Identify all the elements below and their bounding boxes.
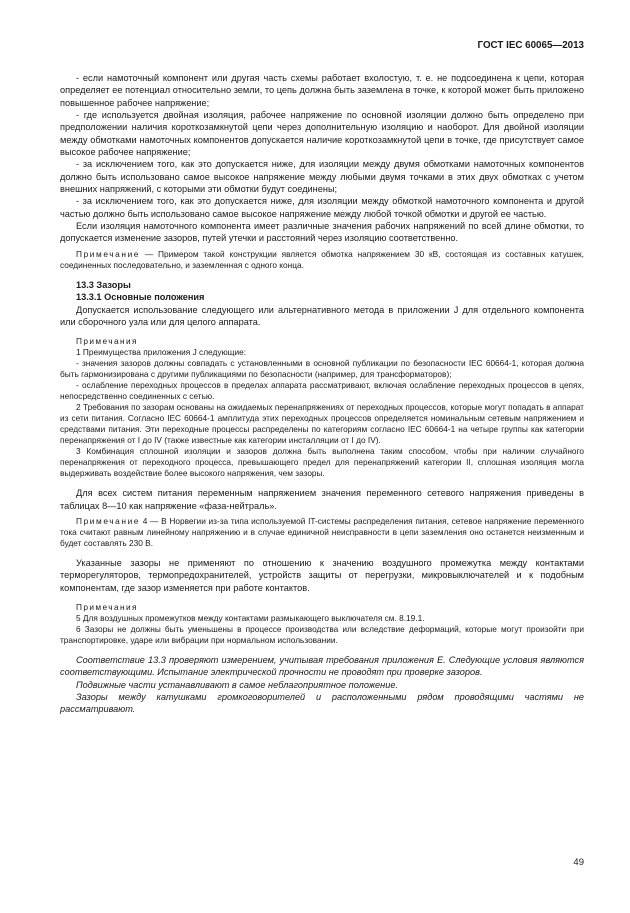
paragraph: Допускается использование следующего или альтернативного метода в приложении J для отдельного компонента или сборочного узла или для целого аппарата. — [60, 304, 584, 327]
notes-heading: Примечания — [76, 601, 138, 612]
compliance-paragraph: Подвижные части устанавливают в самое неблагоприятное положение. — [76, 679, 398, 690]
compliance-paragraph: Соответствие 13.3 проверяют измерением, учитывая требования приложения Е. Следующие условия являются соответствующими. Испытание электрической прочности не проводят при проверке зазоров. — [60, 654, 584, 678]
note-label: Примечание — [76, 515, 141, 526]
note: 1 Преимущества приложения J следующие: — [76, 347, 247, 358]
paragraph: - где используется двойная изоляция, рабочее напряжение по основной изоляции должно быть определено при предположении наличия короткозамкнутой цепи через дополнительную изоляцию и наоборот. Для двойной изоляции между обмотками намоточных компонентов допускается наличие короткозамкнутой цепи в точке, где присутствует самое высокое рабочее напряжение; — [60, 110, 584, 158]
paragraph: - если намоточный компонент или другая часть схемы работает вхолостую, т. е. не подсоединена к цепи, которая определяет ее потенциал относительно земли, то цепь должна быть заземлена в точке, к которой может быть приложено повышенное рабочее напряжение; — [60, 73, 584, 108]
paragraph: Указанные зазоры не применяют по отношению к значению воздушного промежутка между контактами терморегуляторов, термопредохранителей, устройств защиты от перегрузки, микровыключателей и к подобным компонентам, где зазор изменяется при работе контактов. — [60, 557, 584, 593]
paragraph: Для всех систем питания переменным напряжением значения переменного сетевого напряжения приведены в таблицах 8—10 как напряжение «фаза-нейтраль». — [60, 488, 584, 511]
note — [60, 249, 584, 271]
subsection-heading: 13.3.1 Основные положения — [76, 292, 205, 303]
note-text: 4 — В Норвегии из-за типа используемой IT-системы распределения питания, сетевое напряжение переменного тока считают равным линейному напряжению и в случае единичной неисправности в цепи заземления оно останется неизменным и будет составлять 230 В. — [60, 515, 584, 548]
note — [60, 516, 584, 549]
note: 3 Комбинация сплошной изоляции и зазоров должна быть выполнена таким способом, чтобы при наличии случайного перенапряжения от переходного процесса, превышающего предел для перенапряжений категории II, сплошная изоляция могла выдерживать воздействие более высокого напряжения, чем зазоры. — [60, 446, 584, 479]
paragraph: - за исключением того, как это допускается ниже, для изоляции между обмоткой намоточного компонента и другой частью должно быть использовано самое высокое напряжение между любой точкой обмотки и другой ее частью. — [60, 196, 584, 219]
note: 2 Требования по зазорам основаны на ожидаемых перенапряжениях от переходных процессов, которые могут попадать в аппарат из сети питания. Согласно IEC 60664-1 амплитуда этих переходных процессов определяется номинальным сетевым напряжением и средствами питания. Эти переходные процессы распределены по категориям согласно IEC 60664-1 на четыре группы как категории перенапряжения от I до IV (также известные как категории инсталляции от I до IV). — [60, 402, 584, 446]
note: - ослабление переходных процессов в пределах аппарата рассматривают, включая ослабление переходных процессов в цепях, непосредственно соединенных с сетью. — [60, 380, 584, 402]
note: 5 Для воздушных промежутков между контактами размыкающего выключателя см. 8.19.1. — [76, 612, 425, 623]
notes-heading: Примечания — [76, 336, 138, 347]
note-label: Примечание — [76, 248, 141, 259]
paragraph: Если изоляция намоточного компонента имеет различные значения рабочих напряжений по всей длине обмотки, то допускается изменение зазоров, путей утечки и расстояний через изоляцию соответственно. — [60, 221, 584, 244]
standard-header: ГОСТ IEC 60065—2013 — [477, 40, 584, 51]
section-heading: 13.3 Зазоры — [76, 279, 131, 290]
note: 6 Зазоры не должны быть уменьшены в процессе производства или вследствие деформаций, которые могут произойти при транспортировке, ударе или вибрации при нормальном использовании. — [60, 623, 584, 645]
note: - значения зазоров должны совпадать с установленными в основной публикации по безопасности IEC 60664-1, которая должна быть гармонизирована с другими публикациями по безопасности (например, для трансформаторов); — [60, 358, 584, 380]
document-page — [60, 40, 584, 716]
paragraph: - за исключением того, как это допускается ниже, для изоляции между двумя обмотками намоточных компонентов должно быть использовано самое высокое напряжение между любыми двумя точками в этих двух обмотках с учетом внешних напряжений, с которыми эти обмотки будут соединены; — [60, 159, 584, 195]
compliance-paragraph: Зазоры между катушками громкоговорителей и расположенными рядом проводящими частями не рассматривают. — [60, 691, 584, 715]
note-text: — Примером такой конструкции является обмотка напряжением 30 кВ, состоящая из составных катушек, соединенных последовательно, и заземленная с одного конца. — [60, 248, 584, 270]
page-number: 49 — [573, 857, 584, 868]
